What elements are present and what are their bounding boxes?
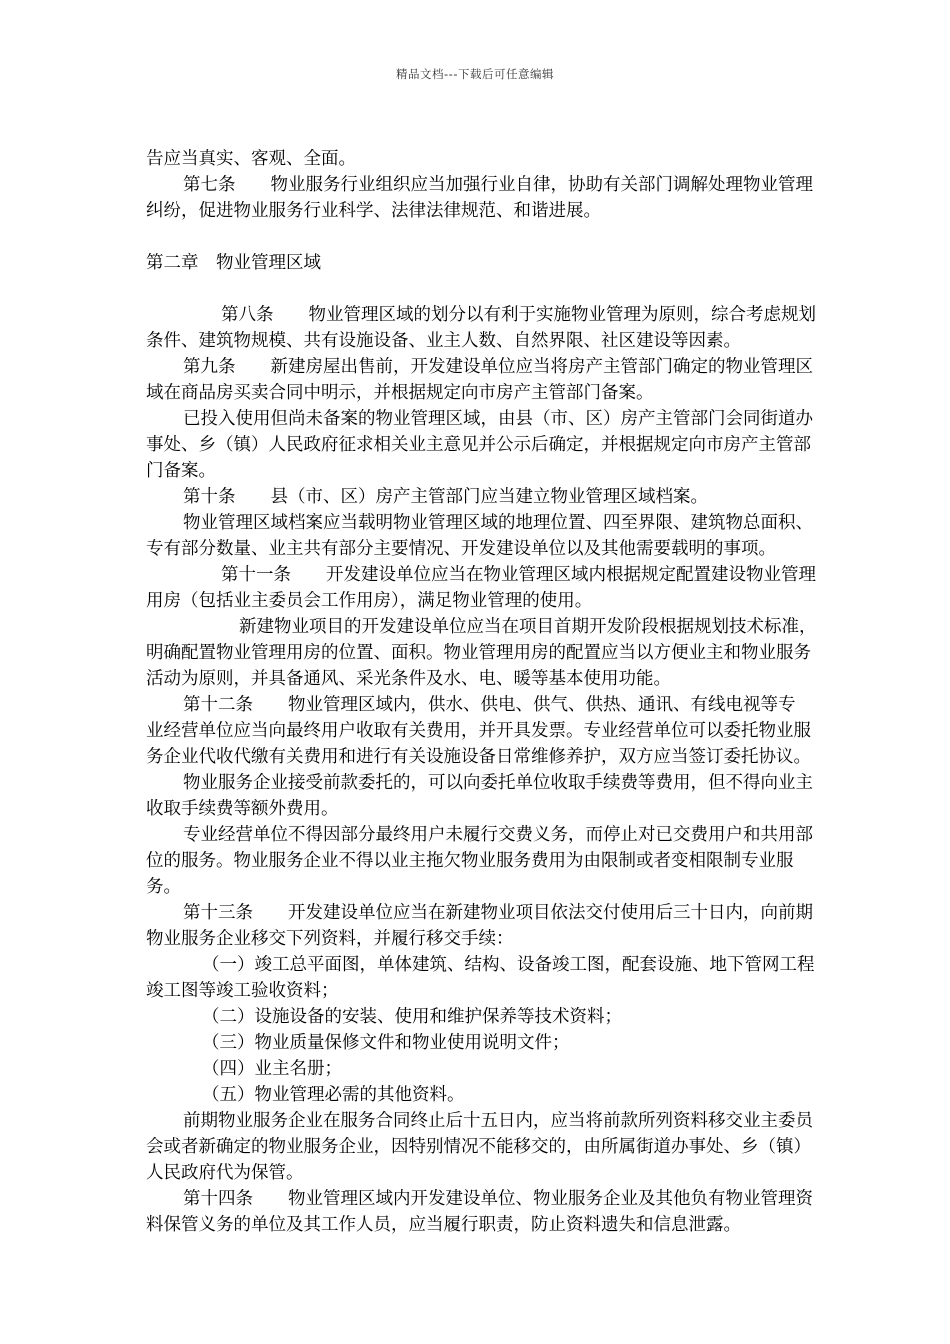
page-header: 精品文档---下载后可任意编辑 bbox=[396, 67, 554, 81]
text-line: （一）竣工总平面图，单体建筑、结构、设备竣工图，配套设施、地下管网工程 bbox=[202, 955, 815, 975]
text-line: 用房（包括业主委员会工作用房），满足物业管理的使用。 bbox=[146, 591, 593, 611]
text-line: 第十条 县（市、区）房产主管部门应当建立物业管理区域档案。 bbox=[183, 487, 708, 507]
text-line: 第九条 新建房屋出售前，开发建设单位应当将房产主管部门确定的物业管理区 bbox=[183, 357, 813, 377]
text-line: 第十四条 物业管理区域内开发建设单位、物业服务企业及其他负有物业管理资 bbox=[183, 1189, 813, 1209]
text-line: 明确配置物业管理用房的位置、面积。物业管理用房的配置应当以方便业主和物业服务 bbox=[146, 643, 811, 663]
text-line: 物业服务企业移交下列资料，并履行移交手续： bbox=[146, 929, 514, 949]
text-line: 务企业代收代缴有关费用和进行有关设施设备日常维修养护，双方应当签订委托协议。 bbox=[146, 747, 811, 767]
text-line: 第八条 物业管理区域的划分以有利于实施物业管理为原则，综合考虑规划 bbox=[221, 305, 816, 325]
text-line: （四）业主名册； bbox=[202, 1059, 342, 1079]
text-line: 门备案。 bbox=[146, 461, 216, 481]
text-line: 竣工图等竣工验收资料； bbox=[146, 981, 339, 1001]
text-line: 已投入使用但尚未备案的物业管理区域，由县（市、区）房产主管部门会同街道办 bbox=[183, 409, 813, 429]
document-body bbox=[146, 146, 886, 1238]
text-line: （二）设施设备的安装、使用和维护保养等技术资料； bbox=[202, 1007, 622, 1027]
text-line: 条件、建筑物规模、共有设施设备、业主人数、自然界限、社区建设等因素。 bbox=[146, 331, 741, 351]
text-line: 位的服务。物业服务企业不得以业主拖欠物业服务费用为由限制或者变相限制专业服 bbox=[146, 851, 794, 871]
text-line: 物业管理区域档案应当载明物业管理区域的地理位置、四至界限、建筑物总面积、 bbox=[183, 513, 813, 533]
text-line: 第十一条 开发建设单位应当在物业管理区域内根据规定配置建设物业管理 bbox=[221, 565, 816, 585]
text-line: 新建物业项目的开发建设单位应当在项目首期开发阶段根据规划技术标准， bbox=[239, 617, 817, 637]
text-line: （五）物业管理必需的其他资料。 bbox=[202, 1085, 465, 1105]
text-line: 第七条 物业服务行业组织应当加强行业自律，协助有关部门调解处理物业管理 bbox=[183, 175, 813, 195]
text-line: 第十三条 开发建设单位应当在新建物业项目依法交付使用后三十日内，向前期 bbox=[183, 903, 813, 923]
text-line: 人民政府代为保管。 bbox=[146, 1163, 304, 1183]
text-line: 第十二条 物业管理区域内，供水、供电、供气、供热、通讯、有线电视等专 bbox=[183, 695, 796, 715]
text-line: 务。 bbox=[146, 877, 181, 897]
text-line: 活动为原则，并具备通风、采光条件及水、电、暖等基本使用功能。 bbox=[146, 669, 671, 689]
chapter-heading: 第二章 物业管理区域 bbox=[146, 253, 321, 273]
text-line: 前期物业服务企业在服务合同终止后十五日内，应当将前款所列资料移交业主委员 bbox=[183, 1111, 813, 1131]
blank-line bbox=[146, 224, 886, 250]
text-line: 纠纷，促进物业服务行业科学、法律法律规范、和谐进展。 bbox=[146, 201, 601, 221]
blank-line bbox=[146, 276, 886, 302]
text-line: 会或者新确定的物业服务企业，因特别情况不能移交的，由所属街道办事处、乡（镇） bbox=[146, 1137, 811, 1157]
text-line: 收取手续费等额外费用。 bbox=[146, 799, 339, 819]
text-line: 物业服务企业接受前款委托的，可以向委托单位收取手续费等费用，但不得向业主 bbox=[183, 773, 813, 793]
text-line: 专有部分数量、业主共有部分主要情况、开发建设单位以及其他需要载明的事项。 bbox=[146, 539, 776, 559]
text-line: 业经营单位应当向最终用户收取有关费用，并开具发票。专业经营单位可以委托物业服 bbox=[146, 721, 811, 741]
text-line: 告应当真实、客观、全面。 bbox=[146, 149, 356, 169]
text-line: 料保管义务的单位及其工作人员，应当履行职责，防止资料遗失和信息泄露。 bbox=[146, 1215, 741, 1235]
text-line: （三）物业质量保修文件和物业使用说明文件； bbox=[202, 1033, 570, 1053]
text-line: 专业经营单位不得因部分最终用户未履行交费义务，而停止对已交费用户和共用部 bbox=[183, 825, 813, 845]
text-line: 事处、乡（镇）人民政府征求相关业主意见并公示后确定，并根据规定向市房产主管部 bbox=[146, 435, 811, 455]
text-line: 域在商品房买卖合同中明示，并根据规定向市房产主管部门备案。 bbox=[146, 383, 654, 403]
